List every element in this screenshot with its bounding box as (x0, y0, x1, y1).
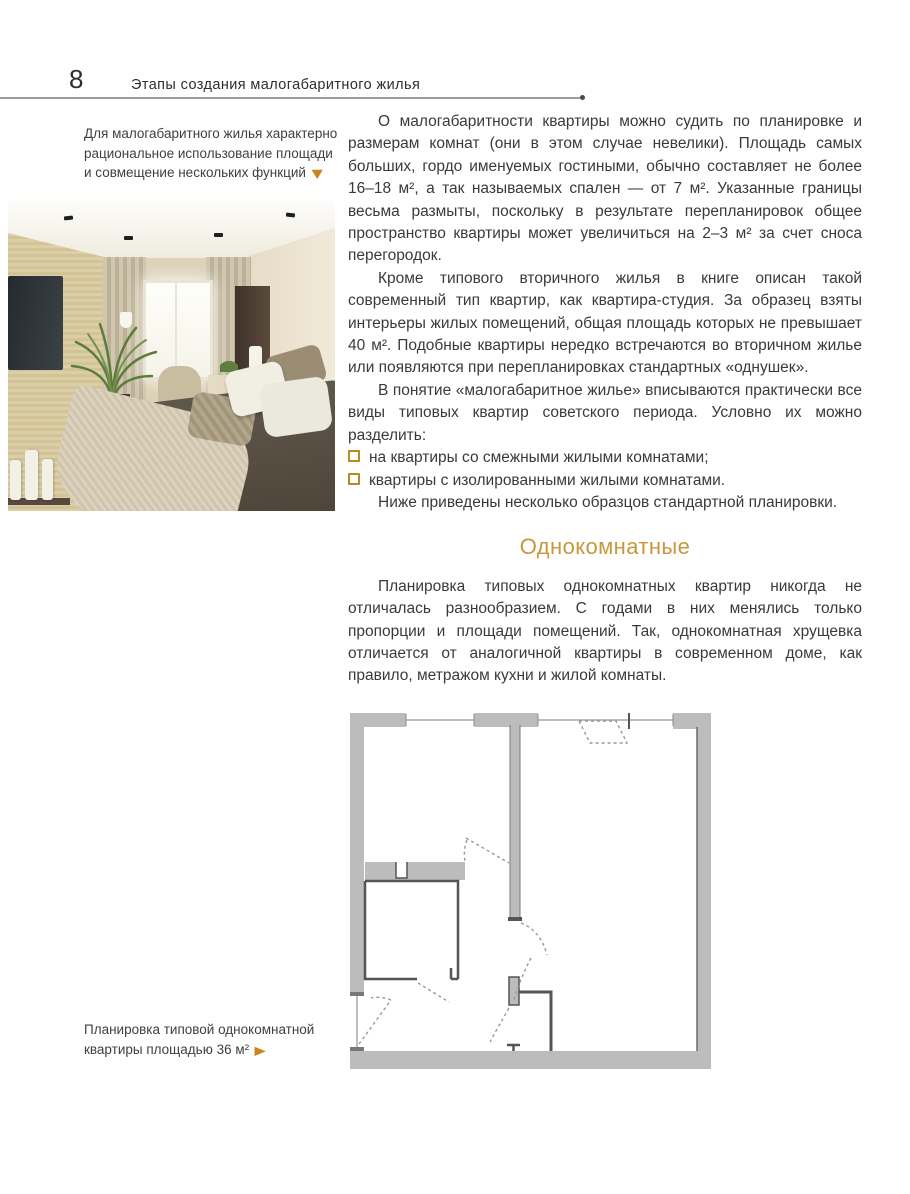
list-item (348, 470, 862, 492)
photo-candle (25, 450, 38, 500)
plan-caption (84, 1020, 342, 1060)
triangle-right-icon: ▶ (254, 1042, 267, 1058)
list-item-text: на квартиры со смежными жилыми комнатами; (369, 449, 709, 467)
paragraph: В понятие «малогабаритное жилье» вписываются практически все виды типовых квартир советского периода. Условно их можно разделить: (348, 381, 862, 444)
plan-caption-line: квартиры площадью 36 м² (84, 1041, 250, 1057)
square-bullet-icon (348, 473, 360, 485)
paragraph: Кроме типового вторичного жилья в книге описан такой современный тип квартир, как квартира-студия. За образец взяты интерьеры жилых помещений, общая площадь которых не превышает 40 м². Подобные квартиры нередко встречаются во вторичном жилье или появляются при перепланировках стандартных «однушек». (348, 269, 862, 377)
paragraph: Ниже приведены несколько образцов стандартной планировки. (378, 493, 838, 511)
list-item-text: квартиры с изолированными жилыми комнатами. (369, 471, 726, 489)
photo-caption-line: рациональное использование площади (84, 145, 333, 161)
square-bullet-icon (348, 450, 360, 462)
page-number: 8 (69, 64, 84, 94)
header-rule (0, 97, 580, 99)
bedroom-photo (8, 200, 335, 511)
chapter-title: Этапы создания малогабаритного жилья (131, 77, 421, 93)
paragraph: О малогабаритности квартиры можно судить по планировке и размерам комнат (они в этом случае невелики). Площадь самых больших, гордо именуемых гостиными, обычно составляет не более 16–18 м², а так называемых спален — от 7 м². Указанные границы весьма размыты, поскольку в результате перепланировок общее пространство квартиры может увеличиться на 2–3 м² за счет сноса перегородок. (348, 113, 862, 265)
section-heading: Однокомнатные (519, 534, 691, 560)
photo-spotlight (286, 213, 295, 218)
header-rule-dot (580, 95, 585, 100)
floor-plan (348, 711, 712, 1071)
photo-pillow-white (259, 376, 334, 439)
photo-tv (8, 276, 63, 370)
photo-spotlight (124, 236, 133, 240)
plan-caption-line: Планировка типовой однокомнатной (84, 1022, 315, 1037)
photo-spotlight (214, 233, 223, 237)
triangle-down-icon: ▼ (311, 166, 323, 181)
photo-caption (84, 124, 342, 184)
list-item (348, 447, 862, 469)
photo-caption-line: Для малогабаритного жилья характерно (84, 126, 338, 141)
photo-caption-line: и совмещение нескольких функций (84, 165, 306, 180)
photo-candle (10, 460, 21, 500)
photo-candle (42, 459, 53, 500)
main-text-column (348, 111, 862, 688)
paragraph: Планировка типовых однокомнатных квартир никогда не отличалась разнообразием. С годами в них менялись только пропорции и площади помещений. Так, однокомнатная хрущевка отличается от аналогичной квартиры в современном доме, как правило, метражом кухни и жилой комнаты. (348, 577, 862, 685)
